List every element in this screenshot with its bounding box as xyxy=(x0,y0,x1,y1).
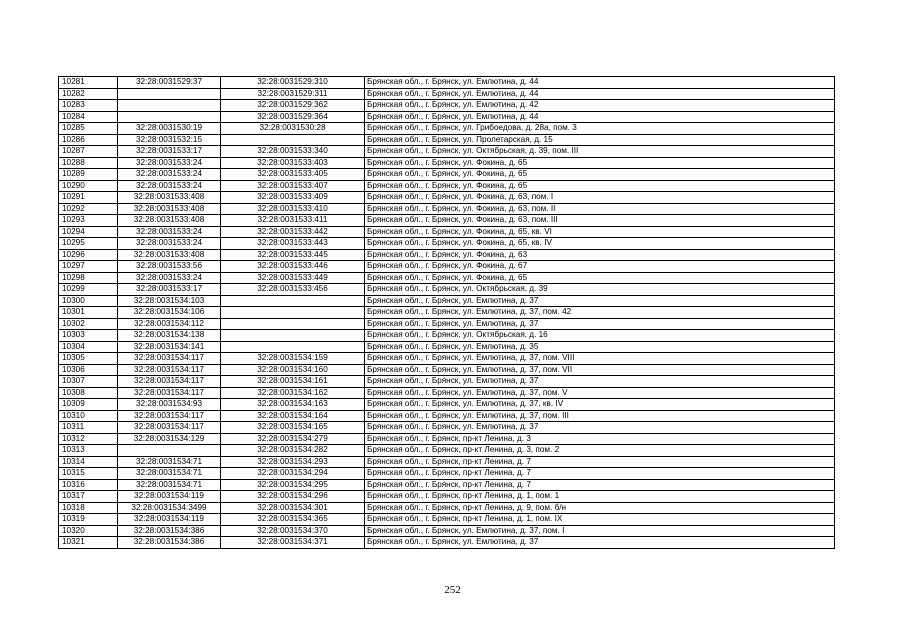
row-number-cell: 10308 xyxy=(59,387,118,399)
object-number-cell: 32:28:0031534:164 xyxy=(221,410,365,422)
table-row xyxy=(59,272,835,284)
address-cell: Брянская обл., г. Брянск, пр-кт Ленина, д. 9, пом. б/н xyxy=(365,502,835,514)
address-cell: Брянская обл., г. Брянск, ул. Емлютина, д. 37, пом. I xyxy=(365,525,835,537)
table-row xyxy=(59,491,835,503)
address-cell: Брянская обл., г. Брянск, ул. Грибоедова, д. 28а, пом. 3 xyxy=(365,123,835,135)
table-row xyxy=(59,479,835,491)
row-number-cell: 10295 xyxy=(59,238,118,250)
object-number-cell: 32:28:0031533:443 xyxy=(221,238,365,250)
address-cell: Брянская обл., г. Брянск, ул. Емлютина, д. 35 xyxy=(365,341,835,353)
parcel-number-cell: 32:28:0031533:408 xyxy=(118,192,221,204)
parcel-number-cell: 32:28:0031534:119 xyxy=(118,514,221,526)
parcel-number-cell: 32:28:0031533:17 xyxy=(118,284,221,296)
table-row xyxy=(59,330,835,342)
table-row xyxy=(59,215,835,227)
parcel-number-cell: 32:28:0031533:24 xyxy=(118,180,221,192)
object-number-cell: 32:28:0031534:371 xyxy=(221,537,365,549)
object-number-cell: 32:28:0031534:282 xyxy=(221,445,365,457)
object-number-cell xyxy=(221,341,365,353)
table-row xyxy=(59,422,835,434)
table-row xyxy=(59,249,835,261)
cadastral-table xyxy=(58,76,835,549)
object-number-cell: 32:28:0031529:364 xyxy=(221,111,365,123)
address-cell: Брянская обл., г. Брянск, ул. Емлютина, д. 37, кв. IV xyxy=(365,399,835,411)
address-cell: Брянская обл., г. Брянск, ул. Фокина, д. 63, пом. III xyxy=(365,215,835,227)
parcel-number-cell: 32:28:0031533:24 xyxy=(118,238,221,250)
address-cell: Брянская обл., г. Брянск, ул. Емлютина, д. 37 xyxy=(365,422,835,434)
object-number-cell: 32:28:0031533:410 xyxy=(221,203,365,215)
object-number-cell: 32:28:0031533:446 xyxy=(221,261,365,273)
address-cell: Брянская обл., г. Брянск, ул. Емлютина, д. 37 xyxy=(365,318,835,330)
row-number-cell: 10293 xyxy=(59,215,118,227)
object-number-cell: 32:28:0031534:165 xyxy=(221,422,365,434)
table-row xyxy=(59,537,835,549)
address-cell: Брянская обл., г. Брянск, ул. Октябрьская, д. 16 xyxy=(365,330,835,342)
table-row xyxy=(59,468,835,480)
table-row xyxy=(59,410,835,422)
object-number-cell: 32:28:0031529:310 xyxy=(221,77,365,89)
table-row xyxy=(59,307,835,319)
object-number-cell: 32:28:0031534:365 xyxy=(221,514,365,526)
parcel-number-cell: 32:28:0031534:71 xyxy=(118,479,221,491)
parcel-number-cell: 32:28:0031530:19 xyxy=(118,123,221,135)
object-number-cell: 32:28:0031534:163 xyxy=(221,399,365,411)
address-cell: Брянская обл., г. Брянск, ул. Фокина, д. 65, кв. IV xyxy=(365,238,835,250)
address-cell: Брянская обл., г. Брянск, пр-кт Ленина, д. 7 xyxy=(365,479,835,491)
table-row xyxy=(59,399,835,411)
parcel-number-cell: 32:28:0031534:386 xyxy=(118,525,221,537)
address-cell: Брянская обл., г. Брянск, ул. Емлютина, д. 42 xyxy=(365,100,835,112)
table-row xyxy=(59,169,835,181)
parcel-number-cell xyxy=(118,88,221,100)
row-number-cell: 10318 xyxy=(59,502,118,514)
object-number-cell: 32:28:0031533:407 xyxy=(221,180,365,192)
table-row xyxy=(59,134,835,146)
object-number-cell: 32:28:0031534:160 xyxy=(221,364,365,376)
object-number-cell: 32:28:0031534:159 xyxy=(221,353,365,365)
object-number-cell: 32:28:0031534:293 xyxy=(221,456,365,468)
table-row xyxy=(59,514,835,526)
object-number-cell: 32:28:0031529:311 xyxy=(221,88,365,100)
table-row xyxy=(59,192,835,204)
table-row xyxy=(59,238,835,250)
address-cell: Брянская обл., г. Брянск, ул. Емлютина, д. 37, пом. VIII xyxy=(365,353,835,365)
parcel-number-cell: 32:28:0031534:129 xyxy=(118,433,221,445)
address-cell: Брянская обл., г. Брянск, ул. Емлютина, д. 44 xyxy=(365,77,835,89)
object-number-cell: 32:28:0031534:279 xyxy=(221,433,365,445)
table-row xyxy=(59,502,835,514)
object-number-cell: 32:28:0031534:296 xyxy=(221,491,365,503)
address-cell: Брянская обл., г. Брянск, ул. Фокина, д. 63, пом. I xyxy=(365,192,835,204)
object-number-cell xyxy=(221,134,365,146)
table-row xyxy=(59,456,835,468)
address-cell: Брянская обл., г. Брянск, ул. Емлютина, д. 37 xyxy=(365,537,835,549)
table-row xyxy=(59,226,835,238)
row-number-cell: 10289 xyxy=(59,169,118,181)
object-number-cell: 32:28:0031529:362 xyxy=(221,100,365,112)
row-number-cell: 10320 xyxy=(59,525,118,537)
address-cell: Брянская обл., г. Брянск, ул. Фокина, д. 65 xyxy=(365,180,835,192)
object-number-cell: 32:28:0031533:456 xyxy=(221,284,365,296)
object-number-cell: 32:28:0031530:28 xyxy=(221,123,365,135)
parcel-number-cell: 32:28:0031534:71 xyxy=(118,456,221,468)
row-number-cell: 10306 xyxy=(59,364,118,376)
parcel-number-cell: 32:28:0031533:24 xyxy=(118,169,221,181)
parcel-number-cell: 32:28:0031533:17 xyxy=(118,146,221,158)
table-row xyxy=(59,318,835,330)
row-number-cell: 10281 xyxy=(59,77,118,89)
table-row xyxy=(59,433,835,445)
object-number-cell: 32:28:0031534:295 xyxy=(221,479,365,491)
row-number-cell: 10300 xyxy=(59,295,118,307)
parcel-number-cell: 32:28:0031533:56 xyxy=(118,261,221,273)
row-number-cell: 10291 xyxy=(59,192,118,204)
address-cell: Брянская обл., г. Брянск, ул. Фокина, д. 65 xyxy=(365,157,835,169)
row-number-cell: 10296 xyxy=(59,249,118,261)
row-number-cell: 10294 xyxy=(59,226,118,238)
row-number-cell: 10304 xyxy=(59,341,118,353)
address-cell: Брянская обл., г. Брянск, ул. Емлютина, д. 44 xyxy=(365,88,835,100)
parcel-number-cell: 32:28:0031534:71 xyxy=(118,468,221,480)
parcel-number-cell: 32:28:0031534:117 xyxy=(118,353,221,365)
parcel-number-cell: 32:28:0031534:117 xyxy=(118,364,221,376)
row-number-cell: 10287 xyxy=(59,146,118,158)
row-number-cell: 10321 xyxy=(59,537,118,549)
row-number-cell: 10284 xyxy=(59,111,118,123)
table-row xyxy=(59,284,835,296)
table-row xyxy=(59,261,835,273)
table-row xyxy=(59,146,835,158)
table-row xyxy=(59,180,835,192)
parcel-number-cell: 32:28:0031534:117 xyxy=(118,387,221,399)
object-number-cell: 32:28:0031534:294 xyxy=(221,468,365,480)
table-row xyxy=(59,295,835,307)
parcel-number-cell: 32:28:0031534:386 xyxy=(118,537,221,549)
table-row xyxy=(59,157,835,169)
parcel-number-cell: 32:28:0031529:37 xyxy=(118,77,221,89)
row-number-cell: 10315 xyxy=(59,468,118,480)
object-number-cell: 32:28:0031533:403 xyxy=(221,157,365,169)
row-number-cell: 10311 xyxy=(59,422,118,434)
parcel-number-cell: 32:28:0031534:141 xyxy=(118,341,221,353)
parcel-number-cell: 32:28:0031534:119 xyxy=(118,491,221,503)
table-row xyxy=(59,341,835,353)
parcel-number-cell: 32:28:0031533:24 xyxy=(118,157,221,169)
row-number-cell: 10302 xyxy=(59,318,118,330)
row-number-cell: 10316 xyxy=(59,479,118,491)
parcel-number-cell: 32:28:0031534:117 xyxy=(118,422,221,434)
row-number-cell: 10314 xyxy=(59,456,118,468)
address-cell: Брянская обл., г. Брянск, ул. Фокина, д. 65 xyxy=(365,169,835,181)
parcel-number-cell: 32:28:0031534:117 xyxy=(118,376,221,388)
address-cell: Брянская обл., г. Брянск, ул. Фокина, д. 65, кв. VI xyxy=(365,226,835,238)
table-row xyxy=(59,100,835,112)
object-number-cell: 32:28:0031534:370 xyxy=(221,525,365,537)
address-cell: Брянская обл., г. Брянск, пр-кт Ленина, д. 7 xyxy=(365,456,835,468)
address-cell: Брянская обл., г. Брянск, пр-кт Ленина, д. 3, пом. 2 xyxy=(365,445,835,457)
table-row xyxy=(59,111,835,123)
parcel-number-cell: 32:28:0031534:3499 xyxy=(118,502,221,514)
parcel-number-cell: 32:28:0031534:117 xyxy=(118,410,221,422)
parcel-number-cell: 32:28:0031533:408 xyxy=(118,203,221,215)
table-row xyxy=(59,364,835,376)
table-row xyxy=(59,88,835,100)
table-row xyxy=(59,445,835,457)
row-number-cell: 10319 xyxy=(59,514,118,526)
row-number-cell: 10283 xyxy=(59,100,118,112)
row-number-cell: 10299 xyxy=(59,284,118,296)
table-row xyxy=(59,353,835,365)
object-number-cell: 32:28:0031534:161 xyxy=(221,376,365,388)
address-cell: Брянская обл., г. Брянск, ул. Фокина, д. 67 xyxy=(365,261,835,273)
address-cell: Брянская обл., г. Брянск, ул. Фокина, д. 63, пом. II xyxy=(365,203,835,215)
table-row xyxy=(59,387,835,399)
row-number-cell: 10313 xyxy=(59,445,118,457)
object-number-cell: 32:28:0031533:445 xyxy=(221,249,365,261)
row-number-cell: 10298 xyxy=(59,272,118,284)
row-number-cell: 10282 xyxy=(59,88,118,100)
address-cell: Брянская обл., г. Брянск, ул. Емлютина, д. 37, пом. VII xyxy=(365,364,835,376)
row-number-cell: 10309 xyxy=(59,399,118,411)
object-number-cell: 32:28:0031533:411 xyxy=(221,215,365,227)
object-number-cell xyxy=(221,330,365,342)
parcel-number-cell xyxy=(118,445,221,457)
object-number-cell: 32:28:0031533:409 xyxy=(221,192,365,204)
row-number-cell: 10312 xyxy=(59,433,118,445)
table-row xyxy=(59,123,835,135)
address-cell: Брянская обл., г. Брянск, пр-кт Ленина, д. 3 xyxy=(365,433,835,445)
address-cell: Брянская обл., г. Брянск, ул. Емлютина, д. 37, пом. 42 xyxy=(365,307,835,319)
object-number-cell: 32:28:0031534:301 xyxy=(221,502,365,514)
row-number-cell: 10305 xyxy=(59,353,118,365)
row-number-cell: 10286 xyxy=(59,134,118,146)
row-number-cell: 10285 xyxy=(59,123,118,135)
address-cell: Брянская обл., г. Брянск, ул. Емлютина, д. 37 xyxy=(365,295,835,307)
row-number-cell: 10288 xyxy=(59,157,118,169)
row-number-cell: 10307 xyxy=(59,376,118,388)
parcel-number-cell: 32:28:0031534:138 xyxy=(118,330,221,342)
parcel-number-cell: 32:28:0031534:103 xyxy=(118,295,221,307)
address-cell: Брянская обл., г. Брянск, ул. Фокина, д. 65 xyxy=(365,272,835,284)
object-number-cell: 32:28:0031533:405 xyxy=(221,169,365,181)
row-number-cell: 10292 xyxy=(59,203,118,215)
address-cell: Брянская обл., г. Брянск, ул. Октябрьская, д. 39, пом. III xyxy=(365,146,835,158)
parcel-number-cell xyxy=(118,111,221,123)
address-cell: Брянская обл., г. Брянск, пр-кт Ленина, д. 7 xyxy=(365,468,835,480)
row-number-cell: 10303 xyxy=(59,330,118,342)
table-row xyxy=(59,376,835,388)
address-cell: Брянская обл., г. Брянск, ул. Емлютина, д. 37 xyxy=(365,376,835,388)
address-cell: Брянская обл., г. Брянск, ул. Пролетарская, д. 15 xyxy=(365,134,835,146)
object-number-cell xyxy=(221,307,365,319)
object-number-cell: 32:28:0031533:449 xyxy=(221,272,365,284)
parcel-number-cell: 32:28:0031534:112 xyxy=(118,318,221,330)
object-number-cell: 32:28:0031534:162 xyxy=(221,387,365,399)
parcel-number-cell: 32:28:0031533:408 xyxy=(118,249,221,261)
table-row xyxy=(59,203,835,215)
object-number-cell xyxy=(221,295,365,307)
address-cell: Брянская обл., г. Брянск, ул. Емлютина, д. 37, пом. V xyxy=(365,387,835,399)
object-number-cell: 32:28:0031533:442 xyxy=(221,226,365,238)
cadastral-table-body xyxy=(59,77,835,549)
parcel-number-cell: 32:28:0031533:24 xyxy=(118,226,221,238)
parcel-number-cell xyxy=(118,100,221,112)
row-number-cell: 10310 xyxy=(59,410,118,422)
object-number-cell xyxy=(221,318,365,330)
parcel-number-cell: 32:28:0031534:93 xyxy=(118,399,221,411)
row-number-cell: 10297 xyxy=(59,261,118,273)
address-cell: Брянская обл., г. Брянск, пр-кт Ленина, д. 1, пом. IX xyxy=(365,514,835,526)
row-number-cell: 10317 xyxy=(59,491,118,503)
parcel-number-cell: 32:28:0031533:24 xyxy=(118,272,221,284)
row-number-cell: 10290 xyxy=(59,180,118,192)
parcel-number-cell: 32:28:0031533:408 xyxy=(118,215,221,227)
address-cell: Брянская обл., г. Брянск, ул. Октябрьская, д. 39 xyxy=(365,284,835,296)
table-row xyxy=(59,525,835,537)
address-cell: Брянская обл., г. Брянск, ул. Фокина, д. 63 xyxy=(365,249,835,261)
row-number-cell: 10301 xyxy=(59,307,118,319)
parcel-number-cell: 32:28:0031534:106 xyxy=(118,307,221,319)
address-cell: Брянская обл., г. Брянск, пр-кт Ленина, д. 1, пом. 1 xyxy=(365,491,835,503)
address-cell: Брянская обл., г. Брянск, ул. Емлютина, д. 37, пом. III xyxy=(365,410,835,422)
parcel-number-cell: 32:28:0031532:15 xyxy=(118,134,221,146)
page-number: 252 xyxy=(444,584,461,596)
table-row xyxy=(59,77,835,89)
object-number-cell: 32:28:0031533:340 xyxy=(221,146,365,158)
address-cell: Брянская обл., г. Брянск, ул. Емлютина, д. 44 xyxy=(365,111,835,123)
